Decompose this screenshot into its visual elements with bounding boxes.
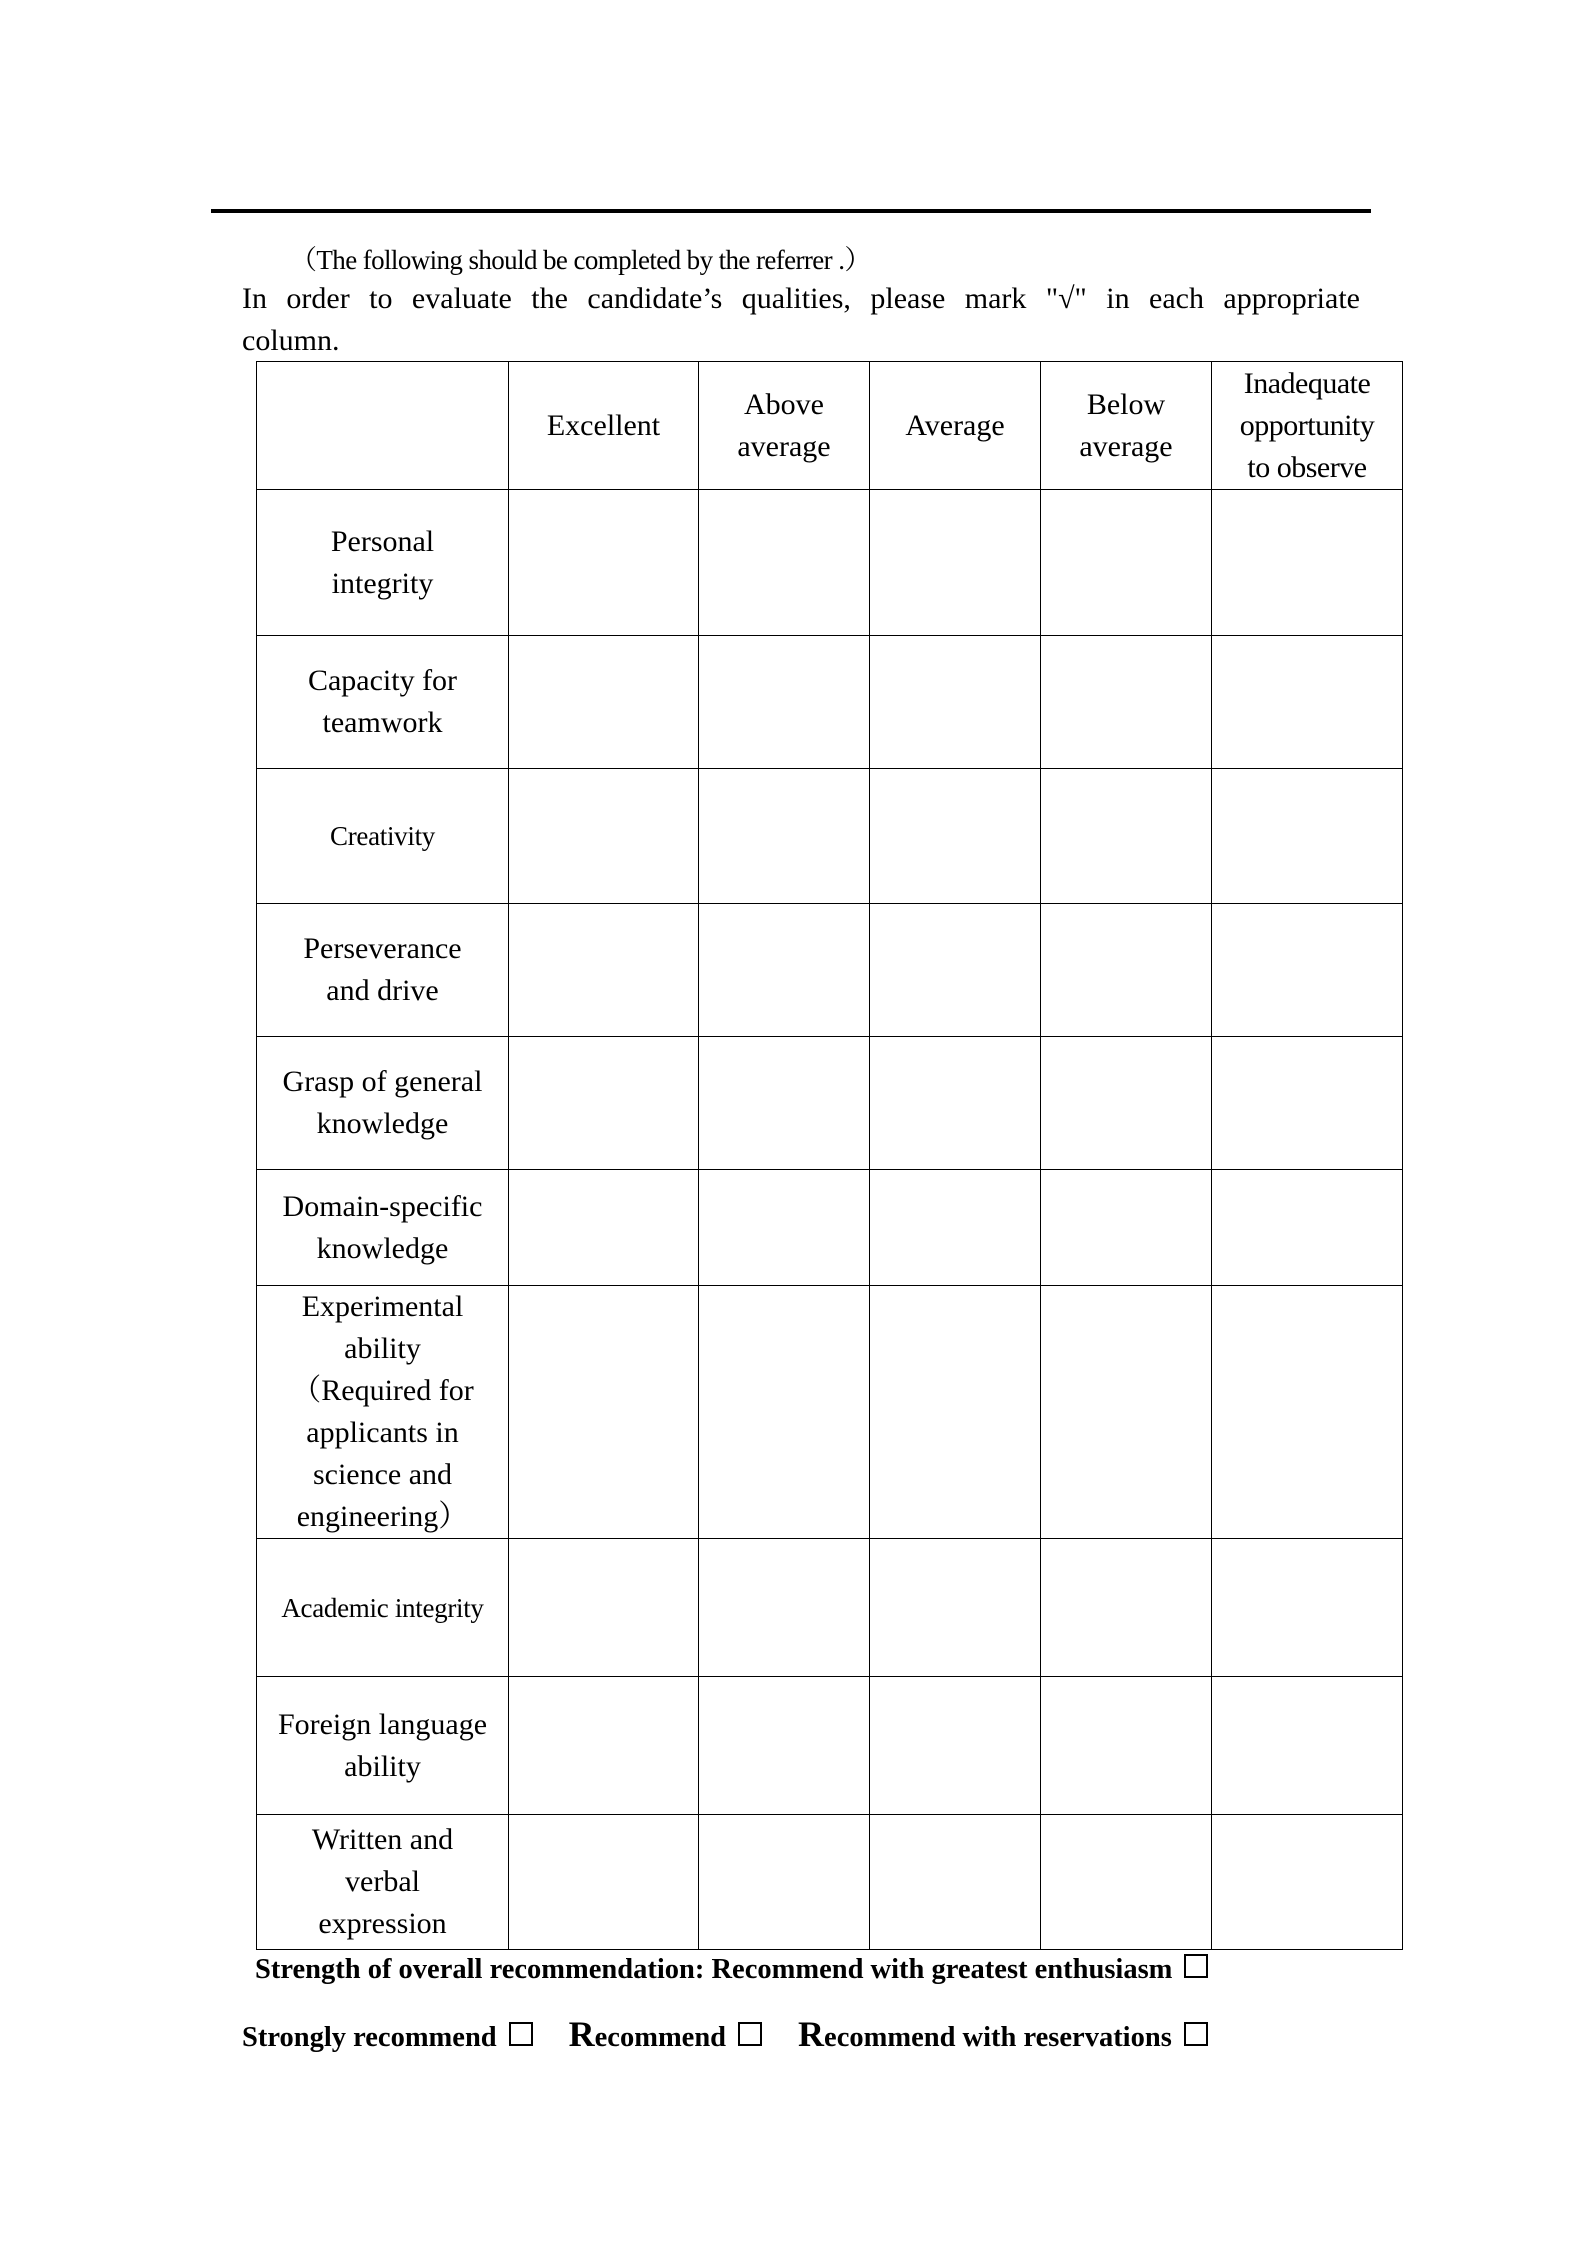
option-recommend-with-reservations [798,2014,1208,2058]
overall-recommendation-line [255,1950,1208,1990]
rating-cell-above-average[interactable] [699,636,870,769]
row-label-written-and-verbal-expression: Written and verbal expression [257,1815,509,1950]
strongly-recommend-checkbox[interactable] [509,2022,533,2046]
table-row [257,1286,1403,1539]
rating-cell-above-average[interactable] [699,1170,870,1286]
option-strongly-recommend [242,2018,533,2058]
rating-cell-excellent[interactable] [509,636,699,769]
rating-cell-inadequate[interactable] [1212,636,1403,769]
rating-cell-excellent[interactable] [509,1170,699,1286]
rating-cell-average[interactable] [870,1037,1041,1170]
rating-cell-inadequate[interactable] [1212,1170,1403,1286]
rating-cell-excellent[interactable] [509,1815,699,1950]
rating-cell-above-average[interactable] [699,1677,870,1815]
rating-cell-below-average[interactable] [1041,636,1212,769]
rating-cell-above-average[interactable] [699,1286,870,1539]
rating-cell-inadequate[interactable] [1212,904,1403,1037]
rating-cell-below-average[interactable] [1041,1677,1212,1815]
rating-cell-average[interactable] [870,1539,1041,1677]
table-row [257,1677,1403,1815]
option-initial: R [568,2014,595,2054]
column-header-excellent: Excellent [509,362,699,490]
rating-cell-excellent[interactable] [509,904,699,1037]
rating-cell-inadequate[interactable] [1212,769,1403,904]
table-row [257,1170,1403,1286]
rating-cell-inadequate[interactable] [1212,1815,1403,1950]
column-header-above-average: Above average [699,362,870,490]
rating-cell-excellent[interactable] [509,1539,699,1677]
option-label: ecommend [594,2022,727,2053]
option-recommend [569,2014,762,2058]
rating-cell-excellent[interactable] [509,1286,699,1539]
rating-cell-above-average[interactable] [699,1815,870,1950]
rating-cell-above-average[interactable] [699,1539,870,1677]
greatest-enthusiasm-checkbox[interactable] [1184,1954,1208,1978]
rating-cell-below-average[interactable] [1041,490,1212,636]
rating-cell-average[interactable] [870,1677,1041,1815]
rating-cell-inadequate[interactable] [1212,1037,1403,1170]
rating-cell-below-average[interactable] [1041,904,1212,1037]
instruction-text: In order to evaluate the candidate’s qualities, please mark "√" in each appropriate [242,282,1360,315]
rating-cell-average[interactable] [870,769,1041,904]
rating-cell-below-average[interactable] [1041,769,1212,904]
rating-cell-excellent[interactable] [509,769,699,904]
rating-cell-above-average[interactable] [699,1037,870,1170]
rating-cell-below-average[interactable] [1041,1815,1212,1950]
table-row [257,636,1403,769]
recommend-checkbox[interactable] [738,2022,762,2046]
option-label: trongly recommend [257,2022,497,2053]
rating-cell-below-average[interactable] [1041,1539,1212,1677]
rating-cell-excellent[interactable] [509,1037,699,1170]
row-label-experimental-ability: Experimental ability（Required for applicants in science and engineering） [257,1286,509,1539]
rating-cell-inadequate[interactable] [1212,1677,1403,1815]
option-initial: R [798,2014,825,2054]
rating-cell-inadequate[interactable] [1212,1539,1403,1677]
rating-cell-above-average[interactable] [699,904,870,1037]
table-row [257,490,1403,636]
row-label-perseverance-and-drive: Perseverance and drive [257,904,509,1037]
row-label-personal-integrity: Personal integrity [257,490,509,636]
option-label: ecommend with reservations [824,2022,1172,2053]
table-row [257,1815,1403,1950]
rating-cell-average[interactable] [870,1815,1041,1950]
column-header-inadequate-opportunity: Inadequate opportunity to observe [1212,362,1403,490]
option-initial: S [242,2022,258,2053]
recommendation-options [242,2014,1208,2058]
rating-cell-below-average[interactable] [1041,1170,1212,1286]
row-label-grasp-of-general-knowledge: Grasp of general knowledge [257,1037,509,1170]
rating-cell-average[interactable] [870,1286,1041,1539]
rating-cell-above-average[interactable] [699,769,870,904]
referrer-note: （The following should be completed by the referrer .） [290,245,871,275]
header-corner-cell [257,362,509,490]
rating-cell-inadequate[interactable] [1212,1286,1403,1539]
table-row [257,1539,1403,1677]
top-rule [211,209,1371,213]
column-header-average: Average [870,362,1041,490]
rating-cell-inadequate[interactable] [1212,490,1403,636]
rating-cell-average[interactable] [870,490,1041,636]
row-label-creativity: Creativity [257,769,509,904]
rating-cell-above-average[interactable] [699,490,870,636]
rating-cell-below-average[interactable] [1041,1037,1212,1170]
row-label-academic-integrity: Academic integrity [257,1539,509,1677]
row-label-capacity-for-teamwork: Capacity for teamwork [257,636,509,769]
rating-cell-average[interactable] [870,1170,1041,1286]
header-row [257,362,1403,490]
rating-cell-below-average[interactable] [1041,1286,1212,1539]
rating-table [256,361,1403,1950]
rating-cell-excellent[interactable] [509,490,699,636]
row-label-foreign-language-ability: Foreign language ability [257,1677,509,1815]
table-row [257,904,1403,1037]
table-row [257,769,1403,904]
recommend-with-reservations-checkbox[interactable] [1184,2022,1208,2046]
column-header-below-average: Below average [1041,362,1212,490]
overall-recommendation-label: Strength of overall recommendation: Recommend with greatest enthusiasm [255,1954,1173,1985]
rating-cell-average[interactable] [870,904,1041,1037]
table-row [257,1037,1403,1170]
rating-cell-average[interactable] [870,636,1041,769]
instruction-text-continued: column. [242,324,340,357]
rating-cell-excellent[interactable] [509,1677,699,1815]
row-label-domain-specific-knowledge: Domain-specific knowledge [257,1170,509,1286]
